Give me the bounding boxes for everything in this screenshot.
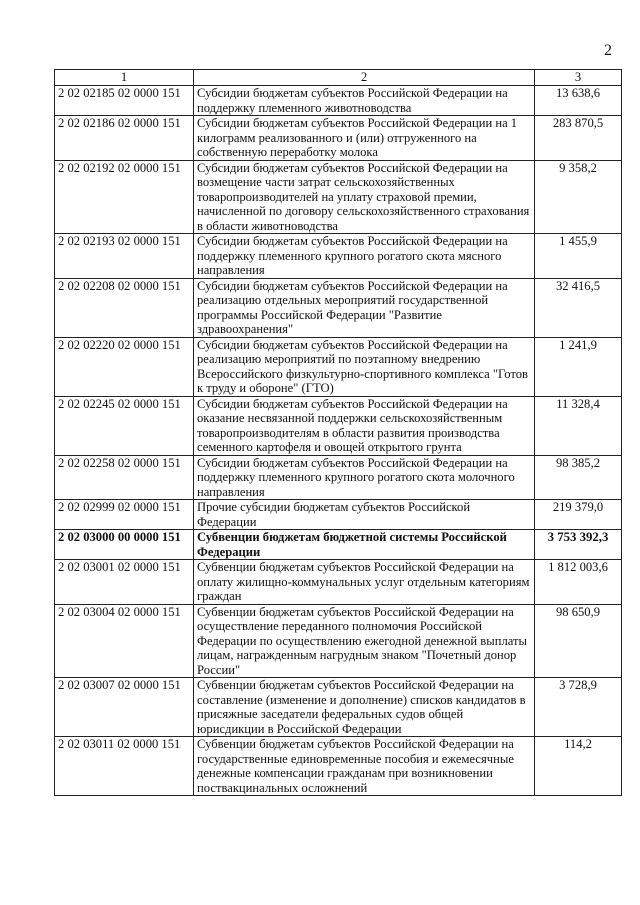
table-row: [55, 530, 622, 560]
description-cell: Субсидии бюджетам субъектов Российской Федерации на поддержку племенного крупного рогатого скота молочного направления: [194, 455, 535, 500]
amount-cell: 3 728,9: [535, 678, 622, 737]
amount-cell: 1 241,9: [535, 337, 622, 396]
description-cell: Субвенции бюджетам субъектов Российской Федерации на оплату жилищно-коммунальных услуг отдельным категориям граждан: [194, 560, 535, 605]
budget-code-cell: 2 02 02220 02 0000 151: [55, 337, 194, 396]
table-row: [55, 160, 622, 234]
amount-cell: 13 638,6: [535, 86, 622, 116]
description-cell: Субсидии бюджетам субъектов Российской Федерации на реализацию отдельных мероприятий государственной программы Российской Федерации "Развитие здравоохранения": [194, 278, 535, 337]
budget-code-cell: 2 02 02208 02 0000 151: [55, 278, 194, 337]
budget-code-cell: 2 02 03000 00 0000 151: [55, 530, 194, 560]
description-cell: Субсидии бюджетам субъектов Российской Федерации на реализацию мероприятий по поэтапному внедрению Всероссийского физкультурно-спортивного комплекса "Готов к труду и обороне" (ГТО): [194, 337, 535, 396]
table-row: [55, 604, 622, 678]
description-cell: Субсидии бюджетам субъектов Российской Федерации на 1 килограмм реализованного и (или) отгруженного на собственную переработку молока: [194, 116, 535, 161]
amount-cell: 11 328,4: [535, 396, 622, 455]
amount-cell: 98 385,2: [535, 455, 622, 500]
table-row: [55, 560, 622, 605]
table-row: [55, 737, 622, 796]
amount-cell: 114,2: [535, 737, 622, 796]
budget-code-cell: 2 02 02999 02 0000 151: [55, 500, 194, 530]
description-cell: Субсидии бюджетам субъектов Российской Федерации на возмещение части затрат сельскохозяйственных товаропроизводителей на уплату страховой премии, начисленной по договору сельскохозяйственного страхования в области животноводства: [194, 160, 535, 234]
column-header-amount: 3: [535, 70, 622, 86]
budget-code-cell: 2 02 03001 02 0000 151: [55, 560, 194, 605]
description-cell: Субвенции бюджетам субъектов Российской Федерации на осуществление переданного полномочия Российской Федерации по осуществлению ежегодной денежной выплаты лицам, награжденным нагрудным знаком "Почетный донор России": [194, 604, 535, 678]
budget-code-cell: 2 02 03004 02 0000 151: [55, 604, 194, 678]
amount-cell: 9 358,2: [535, 160, 622, 234]
column-header-code: 1: [55, 70, 194, 86]
amount-cell: 32 416,5: [535, 278, 622, 337]
budget-code-cell: 2 02 02192 02 0000 151: [55, 160, 194, 234]
budget-code-cell: 2 02 02258 02 0000 151: [55, 455, 194, 500]
table-row: [55, 116, 622, 161]
amount-cell: 1 455,9: [535, 234, 622, 279]
table-header-row: [55, 70, 622, 86]
table-row: [55, 278, 622, 337]
budget-code-cell: 2 02 02193 02 0000 151: [55, 234, 194, 279]
table-row: [55, 396, 622, 455]
amount-cell: 1 812 003,6: [535, 560, 622, 605]
table-row: [55, 678, 622, 737]
description-cell: Прочие субсидии бюджетам субъектов Российской Федерации: [194, 500, 535, 530]
column-header-description: 2: [194, 70, 535, 86]
amount-cell: 219 379,0: [535, 500, 622, 530]
description-cell: Субсидии бюджетам субъектов Российской Федерации на поддержку племенного животноводства: [194, 86, 535, 116]
budget-code-cell: 2 02 02186 02 0000 151: [55, 116, 194, 161]
table-row: [55, 455, 622, 500]
budget-code-cell: 2 02 03007 02 0000 151: [55, 678, 194, 737]
table-row: [55, 337, 622, 396]
budget-code-cell: 2 02 02185 02 0000 151: [55, 86, 194, 116]
description-cell: Субвенции бюджетам субъектов Российской Федерации на составление (изменение и дополнение) списков кандидатов в присяжные заседатели федеральных судов общей юрисдикции в Российской Федерации: [194, 678, 535, 737]
amount-cell: 98 650,9: [535, 604, 622, 678]
table-row: [55, 86, 622, 116]
amount-cell: 3 753 392,3: [535, 530, 622, 560]
page-number: 2: [604, 42, 612, 59]
table-row: [55, 234, 622, 279]
description-cell: Субсидии бюджетам субъектов Российской Федерации на поддержку племенного крупного рогатого скота мясного направления: [194, 234, 535, 279]
table-row: [55, 500, 622, 530]
budget-revenue-table: [54, 69, 622, 796]
description-cell: Субвенции бюджетам бюджетной системы Российской Федерации: [194, 530, 535, 560]
budget-code-cell: 2 02 03011 02 0000 151: [55, 737, 194, 796]
amount-cell: 283 870,5: [535, 116, 622, 161]
description-cell: Субсидии бюджетам субъектов Российской Федерации на оказание несвязанной поддержки сельскохозяйственным товаропроизводителям в области развития производства семенного картофеля и овощей открытого грунта: [194, 396, 535, 455]
budget-code-cell: 2 02 02245 02 0000 151: [55, 396, 194, 455]
description-cell: Субвенции бюджетам субъектов Российской Федерации на государственные единовременные пособия и ежемесячные денежные компенсации гражданам при возникновении поствакцинальных осложнений: [194, 737, 535, 796]
